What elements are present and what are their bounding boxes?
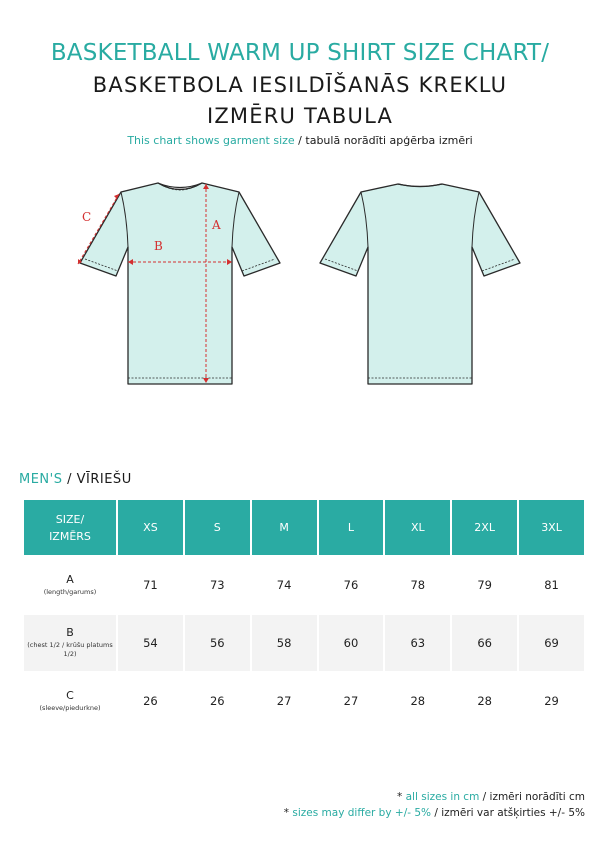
table-header-row	[24, 500, 584, 555]
label-c: C	[82, 210, 92, 224]
table-cell: 66	[452, 615, 517, 671]
row-header	[24, 615, 116, 671]
table-row	[24, 615, 584, 671]
label-b: B	[154, 239, 163, 253]
title-line-1: BASKETBALL WARM UP SHIRT SIZE CHART/	[50, 40, 550, 66]
table-cell: 26	[118, 673, 183, 729]
table-cell: 29	[519, 673, 584, 729]
size-header: S	[185, 500, 250, 555]
table-cell: 26	[185, 673, 250, 729]
size-table	[22, 498, 586, 731]
note-text-english: sizes may differ by +/- 5%	[292, 807, 432, 819]
note-star: *	[397, 791, 406, 803]
row-sublabel: (sleeve/piedurkne)	[39, 703, 101, 712]
row-label: C	[66, 688, 74, 702]
subtitle-latvian: / tabulā norādīti apģērba izmēri	[294, 134, 473, 147]
table-cell: 81	[519, 557, 584, 613]
size-header: L	[319, 500, 384, 555]
title-line-2: BASKETBOLA IESILDĪŠANĀS KREKLU	[92, 73, 508, 97]
table-cell: 79	[452, 557, 517, 613]
note-text-latvian: / izmēri norādīti cm	[479, 791, 585, 803]
note-text-english: all sizes in cm	[405, 791, 480, 803]
table-cell: 76	[319, 557, 384, 613]
row-label: B	[66, 626, 74, 639]
shirt-back-body	[320, 184, 520, 384]
table-cell: 28	[452, 673, 517, 729]
note-sizes-in-cm	[397, 791, 585, 803]
shirt-front-illustration	[70, 172, 290, 397]
size-header: XS	[118, 500, 183, 555]
size-header: 2XL	[452, 500, 517, 555]
table-cell: 78	[385, 557, 450, 613]
table-cell: 74	[252, 557, 317, 613]
table-cell: 56	[185, 615, 250, 671]
table-cell: 60	[319, 615, 384, 671]
table-cell: 54	[118, 615, 183, 671]
section-label	[19, 472, 132, 487]
shirt-front-body	[80, 183, 280, 384]
table-cell: 27	[252, 673, 317, 729]
table-cell: 58	[252, 615, 317, 671]
title-line-3: IZMĒRU TABULA	[206, 104, 394, 128]
table-cell: 63	[385, 615, 450, 671]
subtitle	[0, 134, 600, 147]
table-cell: 73	[185, 557, 250, 613]
row-header	[24, 557, 116, 613]
size-header: XL	[385, 500, 450, 555]
note-size-tolerance	[284, 807, 585, 819]
note-text-latvian: / izmēri var atšķirties +/- 5%	[431, 807, 585, 819]
table-cell: 71	[118, 557, 183, 613]
table-cell: 69	[519, 615, 584, 671]
shirt-back-illustration	[310, 172, 530, 397]
corner-line-1: SIZE/	[55, 512, 85, 526]
row-label: A	[66, 572, 74, 586]
note-star: *	[283, 807, 293, 819]
table-cell: 27	[319, 673, 384, 729]
corner-line-2: IZMĒRS	[49, 529, 91, 543]
table-corner-cell	[24, 500, 116, 555]
row-header	[24, 673, 116, 729]
section-label-latvian: / VĪRIEŠU	[62, 472, 132, 487]
section-label-english: MEN'S	[19, 472, 63, 487]
row-sublabel: (length/garums)	[43, 587, 97, 596]
size-header: 3XL	[519, 500, 584, 555]
size-header: M	[252, 500, 317, 555]
table-cell: 28	[385, 673, 450, 729]
table-row	[24, 673, 584, 729]
subtitle-english: This chart shows garment size	[127, 134, 295, 147]
row-sublabel: (chest 1/2 / krūšu platums 1/2)	[27, 641, 113, 658]
label-a: A	[212, 218, 221, 232]
table-row	[24, 557, 584, 613]
